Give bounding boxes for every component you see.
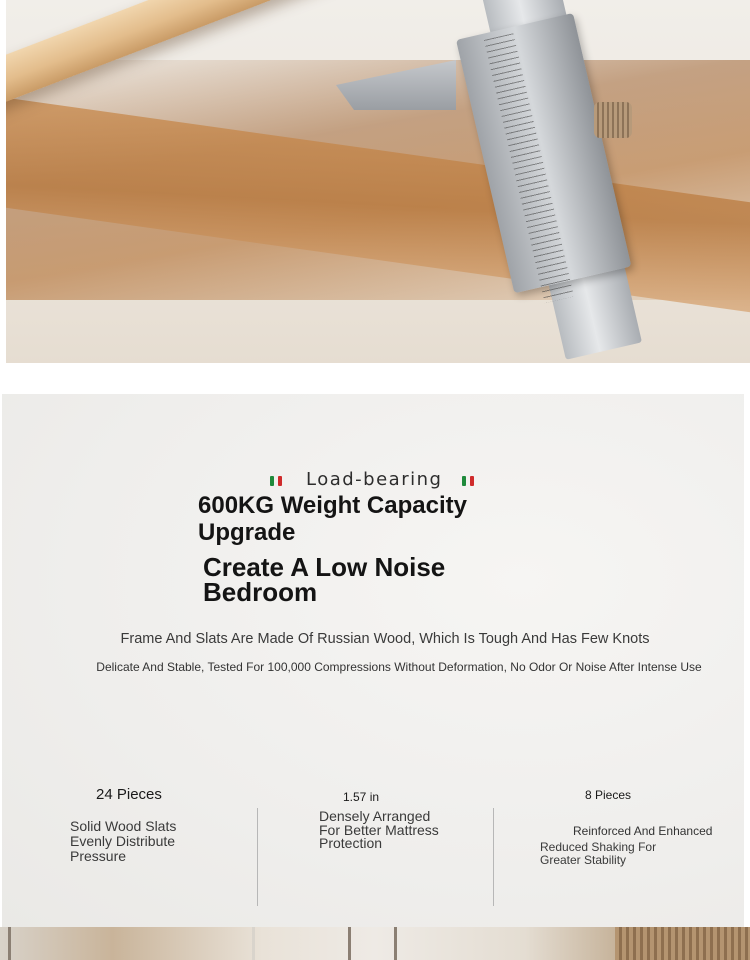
headline-capacity: 600KG Weight Capacity Upgrade — [198, 492, 467, 546]
stat-spacing-description: Densely Arranged For Better Mattress Protection — [319, 808, 439, 851]
italian-flag-icon — [462, 476, 478, 486]
product-photo-caliper — [6, 0, 750, 363]
room-photo — [0, 927, 750, 960]
headline-low-noise: Create A Low Noise Bedroom — [203, 552, 446, 607]
caliper-knob — [594, 102, 632, 138]
stat-divider — [257, 808, 258, 906]
italian-flag-icon — [270, 476, 286, 486]
stat-slat-description: Solid Wood Slats Evenly Distribute Pressure — [70, 818, 177, 864]
description-secondary: Delicate And Stable, Tested For 100,000 Compressions Without Deformation, No Odor Or Noise After Intense Use — [96, 660, 702, 674]
tagline-load-bearing: Load-bearing — [306, 469, 443, 490]
stat-support-count: 8 Pieces — [585, 788, 632, 802]
description-primary: Frame And Slats Are Made Of Russian Wood, Which Is Tough And Has Few Knots — [120, 631, 650, 647]
stat-support-description: Reduced Shaking For Greater Stability — [540, 840, 657, 867]
stat-support-title: Reinforced And Enhanced — [573, 824, 713, 838]
stat-spacing: 1.57 in — [343, 790, 380, 804]
stat-slat-count: 24 Pieces — [96, 786, 162, 803]
stat-divider — [493, 808, 494, 906]
